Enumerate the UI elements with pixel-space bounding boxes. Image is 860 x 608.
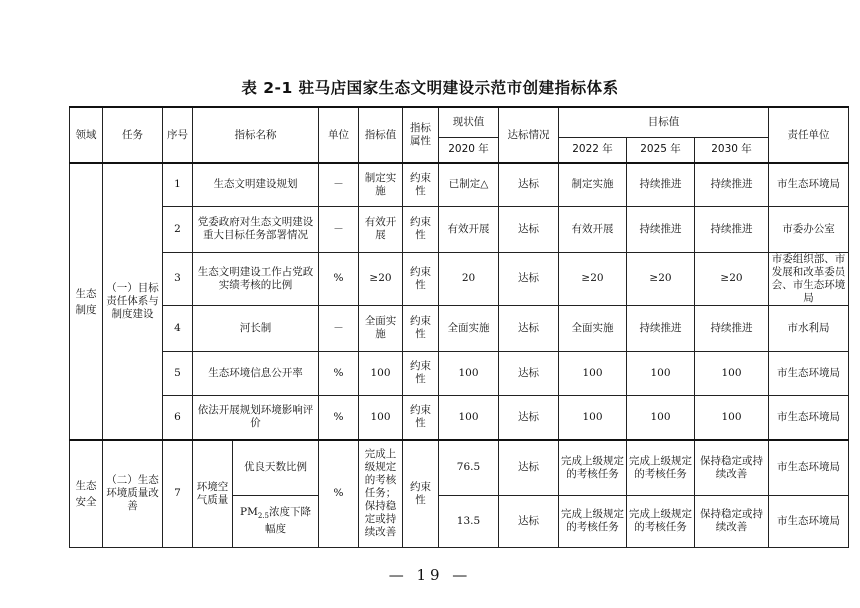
task-cell: （一）目标责任体系与制度建设 bbox=[103, 163, 163, 440]
status-cell: 达标 bbox=[499, 252, 559, 305]
y2030-cell: 持续推进 bbox=[695, 206, 769, 252]
current-cell: 20 bbox=[439, 252, 499, 305]
name-cell: 优良天数比例 bbox=[233, 440, 319, 495]
y2030-cell: 100 bbox=[695, 351, 769, 395]
attr-cell: 约束性 bbox=[403, 206, 439, 252]
table-row bbox=[70, 305, 849, 351]
name-cell: 生态文明建设规划 bbox=[193, 163, 319, 206]
status-cell: 达标 bbox=[499, 163, 559, 206]
col-task: 任务 bbox=[103, 107, 163, 163]
name-cell: 生态文明建设工作占党政实绩考核的比例 bbox=[193, 252, 319, 305]
col-2025: 2025 年 bbox=[627, 137, 695, 163]
current-cell: 已制定△ bbox=[439, 163, 499, 206]
unit-cell: － bbox=[319, 305, 359, 351]
value-cell: 完成上级规定的考核任务；保持稳定或持续改善 bbox=[359, 440, 403, 547]
domain-cell: 生态制度 bbox=[70, 163, 103, 440]
value-cell: 有效开展 bbox=[359, 206, 403, 252]
value-cell: 100 bbox=[359, 395, 403, 440]
y2025-cell: 持续推进 bbox=[627, 206, 695, 252]
table-row bbox=[70, 440, 849, 495]
table-title: 表 2-1 驻马店国家生态文明建设示范市创建指标体系 bbox=[241, 79, 619, 97]
y2022-cell: ≥20 bbox=[559, 252, 627, 305]
resp-cell: 市委组织部、市发展和改革委员会、市生态环境局 bbox=[769, 252, 849, 305]
col-attr: 指标属性 bbox=[403, 107, 439, 163]
unit-cell: － bbox=[319, 163, 359, 206]
attr-cell: 约束性 bbox=[403, 440, 439, 547]
unit-cell: % bbox=[319, 252, 359, 305]
value-cell: 制定实施 bbox=[359, 163, 403, 206]
y2022-cell: 100 bbox=[559, 351, 627, 395]
name-cell: 生态环境信息公开率 bbox=[193, 351, 319, 395]
y2022-cell: 全面实施 bbox=[559, 305, 627, 351]
task-cell: （二）生态环境质量改善 bbox=[103, 440, 163, 547]
y2025-cell: ≥20 bbox=[627, 252, 695, 305]
col-unit: 单位 bbox=[319, 107, 359, 163]
value-cell: ≥20 bbox=[359, 252, 403, 305]
page-number: — 19 — bbox=[388, 566, 472, 584]
status-cell: 达标 bbox=[499, 305, 559, 351]
current-cell: 有效开展 bbox=[439, 206, 499, 252]
resp-cell: 市生态环境局 bbox=[769, 163, 849, 206]
col-name: 指标名称 bbox=[193, 107, 319, 163]
attr-cell: 约束性 bbox=[403, 395, 439, 440]
col-domain: 领域 bbox=[70, 107, 103, 163]
status-cell: 达标 bbox=[499, 495, 559, 547]
y2022-cell: 完成上级规定的考核任务 bbox=[559, 440, 627, 495]
attr-cell: 约束性 bbox=[403, 305, 439, 351]
seq-cell: 5 bbox=[163, 351, 193, 395]
resp-cell: 市水利局 bbox=[769, 305, 849, 351]
current-cell: 全面实施 bbox=[439, 305, 499, 351]
seq-cell: 2 bbox=[163, 206, 193, 252]
pm-subscript: 2.5 bbox=[257, 512, 269, 521]
value-cell: 全面实施 bbox=[359, 305, 403, 351]
table-row bbox=[70, 252, 849, 305]
col-value: 指标值 bbox=[359, 107, 403, 163]
resp-cell: 市委办公室 bbox=[769, 206, 849, 252]
y2025-cell: 持续推进 bbox=[627, 305, 695, 351]
unit-cell: % bbox=[319, 440, 359, 547]
domain-cell: 生态安全 bbox=[70, 440, 103, 547]
indicator-table bbox=[69, 106, 849, 548]
col-2030: 2030 年 bbox=[695, 137, 769, 163]
resp-cell: 市生态环境局 bbox=[769, 495, 849, 547]
name-cell: 党委政府对生态文明建设重大目标任务部署情况 bbox=[193, 206, 319, 252]
status-cell: 达标 bbox=[499, 351, 559, 395]
resp-cell: 市生态环境局 bbox=[769, 351, 849, 395]
y2030-cell: 100 bbox=[695, 395, 769, 440]
y2025-cell: 持续推进 bbox=[627, 163, 695, 206]
seq-cell: 1 bbox=[163, 163, 193, 206]
table-row bbox=[70, 163, 849, 206]
header-row-1 bbox=[70, 107, 849, 137]
unit-cell: % bbox=[319, 351, 359, 395]
y2030-cell: 持续推进 bbox=[695, 163, 769, 206]
y2022-cell: 有效开展 bbox=[559, 206, 627, 252]
value-cell: 100 bbox=[359, 351, 403, 395]
y2030-cell: 保持稳定或持续改善 bbox=[695, 495, 769, 547]
attr-cell: 约束性 bbox=[403, 351, 439, 395]
unit-cell: % bbox=[319, 395, 359, 440]
table-row bbox=[70, 351, 849, 395]
col-status: 达标情况 bbox=[499, 107, 559, 163]
current-cell: 13.5 bbox=[439, 495, 499, 547]
resp-cell: 市生态环境局 bbox=[769, 395, 849, 440]
current-cell: 100 bbox=[439, 395, 499, 440]
y2025-cell: 完成上级规定的考核任务 bbox=[627, 440, 695, 495]
seq-cell: 3 bbox=[163, 252, 193, 305]
table-row bbox=[70, 395, 849, 440]
attr-cell: 约束性 bbox=[403, 163, 439, 206]
pm-label-rest: 浓度下降幅度 bbox=[265, 505, 311, 536]
seq-cell: 4 bbox=[163, 305, 193, 351]
status-cell: 达标 bbox=[499, 206, 559, 252]
name-cell: 依法开展规划环境影响评价 bbox=[193, 395, 319, 440]
current-cell: 76.5 bbox=[439, 440, 499, 495]
pm-label: PM bbox=[240, 505, 258, 518]
y2025-cell: 100 bbox=[627, 351, 695, 395]
col-current-year: 2020 年 bbox=[439, 137, 499, 163]
unit-cell: － bbox=[319, 206, 359, 252]
y2022-cell: 完成上级规定的考核任务 bbox=[559, 495, 627, 547]
attr-cell: 约束性 bbox=[403, 252, 439, 305]
col-current: 现状值 bbox=[439, 107, 499, 137]
y2030-cell: 保持稳定或持续改善 bbox=[695, 440, 769, 495]
col-seq: 序号 bbox=[163, 107, 193, 163]
y2022-cell: 制定实施 bbox=[559, 163, 627, 206]
name-cell bbox=[233, 495, 319, 547]
current-cell: 100 bbox=[439, 351, 499, 395]
seq-cell: 6 bbox=[163, 395, 193, 440]
y2030-cell: 持续推进 bbox=[695, 305, 769, 351]
table-row bbox=[70, 206, 849, 252]
name-cell: 河长制 bbox=[193, 305, 319, 351]
col-2022: 2022 年 bbox=[559, 137, 627, 163]
col-target: 目标值 bbox=[559, 107, 769, 137]
y2030-cell: ≥20 bbox=[695, 252, 769, 305]
y2025-cell: 100 bbox=[627, 395, 695, 440]
status-cell: 达标 bbox=[499, 440, 559, 495]
y2025-cell: 完成上级规定的考核任务 bbox=[627, 495, 695, 547]
seq-cell: 7 bbox=[163, 440, 193, 547]
group-cell: 环境空气质量 bbox=[193, 440, 233, 547]
y2022-cell: 100 bbox=[559, 395, 627, 440]
status-cell: 达标 bbox=[499, 395, 559, 440]
resp-cell: 市生态环境局 bbox=[769, 440, 849, 495]
col-resp: 责任单位 bbox=[769, 107, 849, 163]
